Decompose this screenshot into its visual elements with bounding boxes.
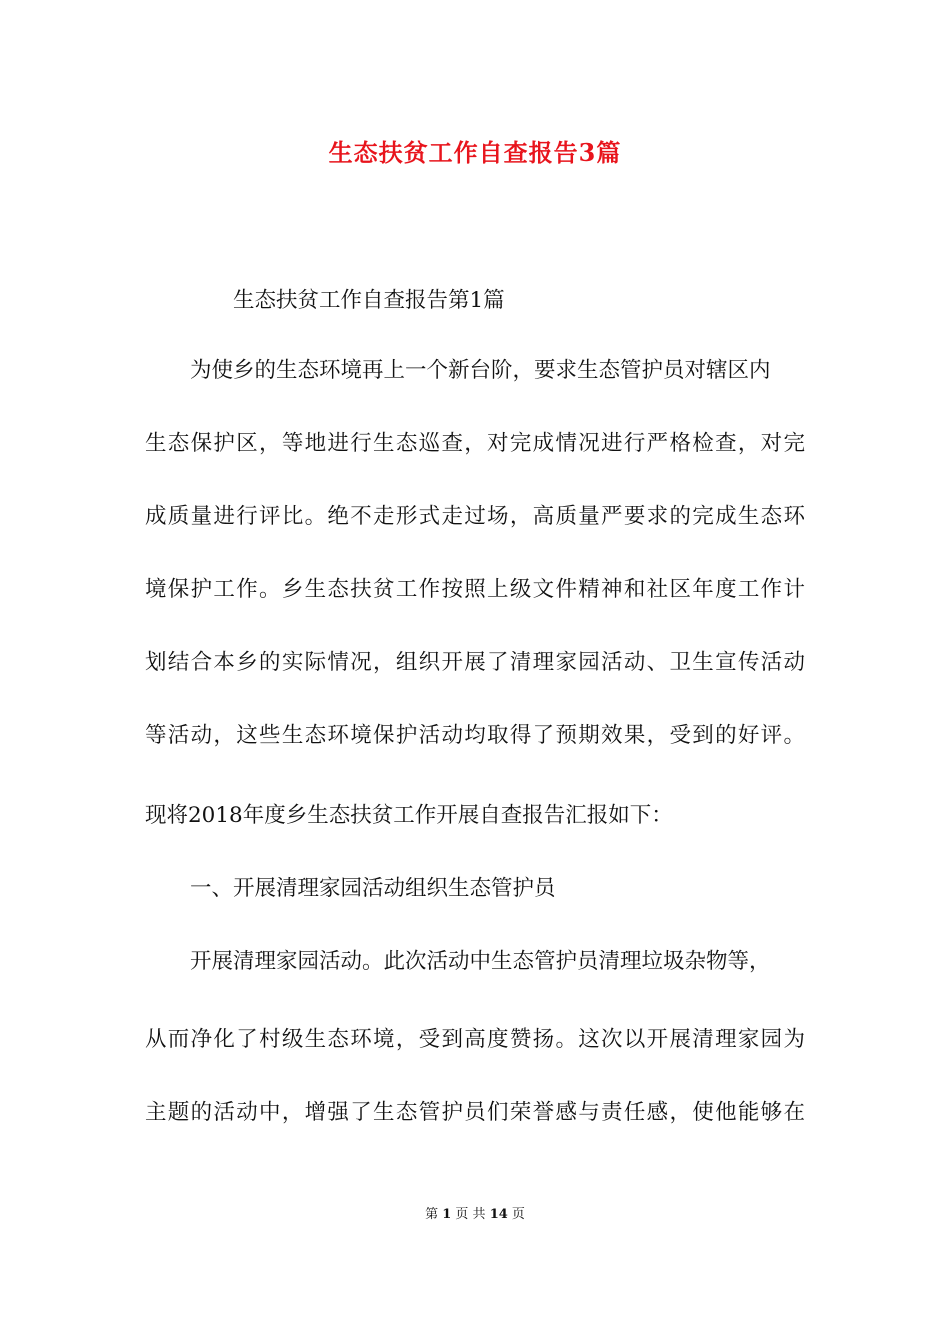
total-page-count: 14 <box>489 1207 508 1222</box>
section-heading: 生态扶贫工作自查报告第1篇 <box>233 288 505 313</box>
paragraph-line: 划结合本乡的实际情况，组织开展了清理家园活动、卫生宣传活动 <box>145 650 805 675</box>
paragraph-line: 生态保护区，等地进行生态巡查，对完成情况进行严格检查，对完 <box>145 431 805 456</box>
footer-prefix: 第 <box>425 1207 439 1222</box>
paragraph-line: 等活动，这些生态环境保护活动均取得了预期效果，受到的好评。 <box>145 723 805 748</box>
current-page-number: 1 <box>442 1207 452 1222</box>
paragraph-line: 成质量进行评比。绝不走形式走过场，高质量严要求的完成生态环 <box>145 504 805 529</box>
paragraph-line: 主题的活动中，增强了生态管护员们荣誉感与责任感，使他能够在 <box>145 1100 805 1125</box>
page-footer <box>0 1205 950 1225</box>
document-title: 生态扶贫工作自查报告3篇 <box>328 138 622 167</box>
paragraph-line: 境保护工作。乡生态扶贫工作按照上级文件精神和社区年度工作计 <box>145 577 805 602</box>
paragraph-line: 从而净化了村级生态环境，受到高度赞扬。这次以开展清理家园为 <box>145 1027 805 1052</box>
paragraph-line: 开展清理家园活动。此次活动中生态管护员清理垃圾杂物等， <box>190 949 771 974</box>
subsection-heading: 一、开展清理家园活动组织生态管护员 <box>190 876 556 901</box>
paragraph-line: 为使乡的生态环境再上一个新台阶，要求生态管护员对辖区内 <box>190 358 771 383</box>
footer-middle: 页 共 <box>455 1207 486 1222</box>
footer-suffix: 页 <box>511 1207 525 1222</box>
paragraph-line: 现将2018年度乡生态扶贫工作开展自查报告汇报如下： <box>145 803 673 828</box>
